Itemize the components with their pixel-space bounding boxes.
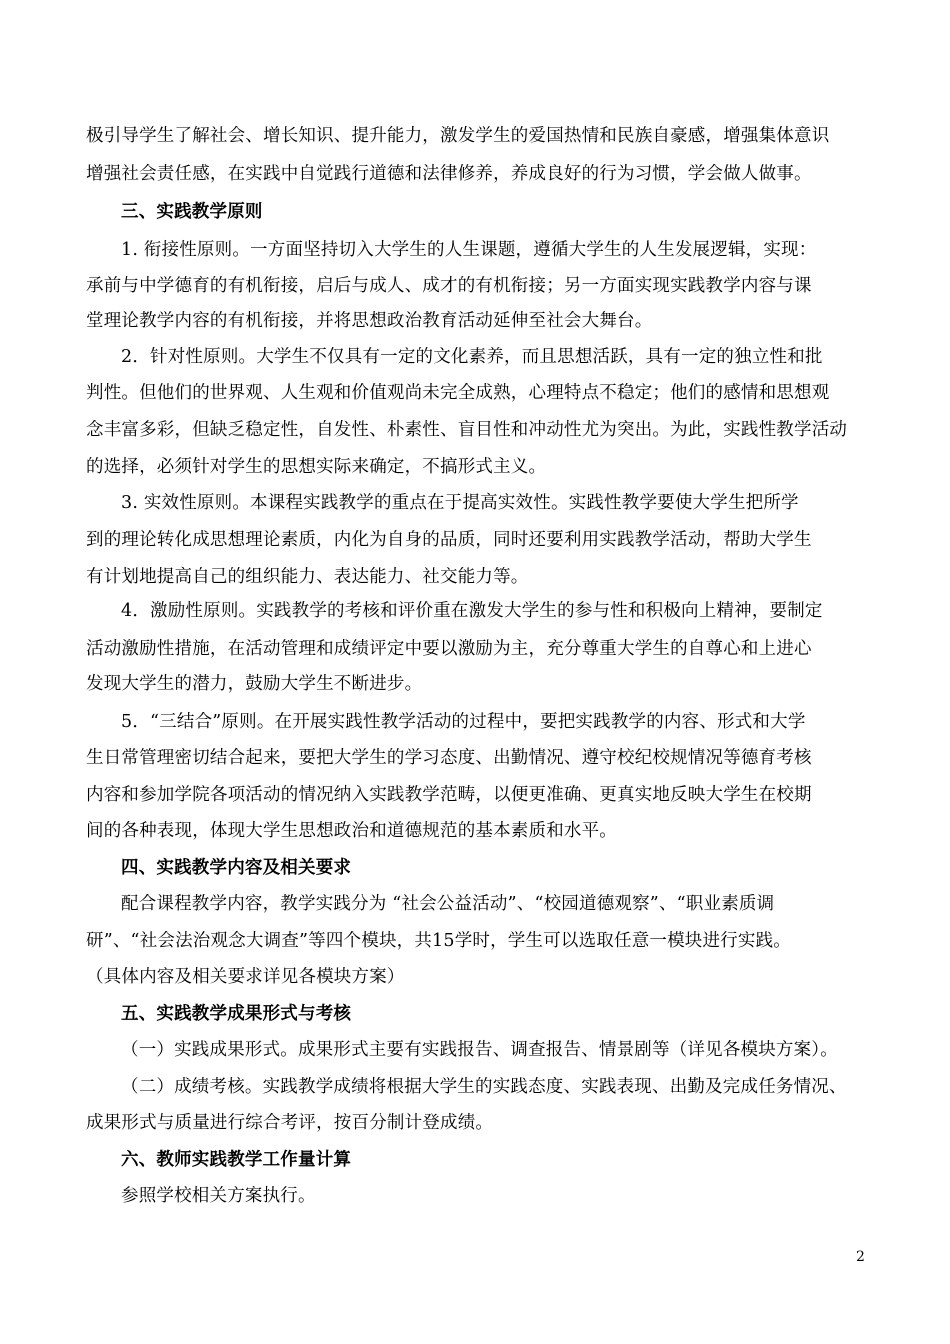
body-text-line: 活动激励性措施，在活动管理和成绩评定中要以激励为主，充分尊重大学生的自尊心和上进心 — [86, 639, 812, 659]
body-text-line: （具体内容及相关要求详见各模块方案） — [86, 967, 405, 987]
body-text-line: 间的各种表现，体现大学生思想政治和道德规范的基本素质和水平。 — [86, 821, 617, 841]
body-text-line: 增强社会责任感，在实践中自觉践行道德和法律修养，养成良好的行为习惯，学会做人做事。 — [86, 164, 812, 184]
body-text-line: 1. 衔接性原则。一方面坚持切入大学生的人生课题，遵循大学生的人生发展逻辑，实现： — [121, 240, 817, 260]
body-text-line: 生日常管理密切结合起来，要把大学生的学习态度、出勤情况、遵守校纪校规情况等德育考核 — [86, 748, 812, 768]
body-text-line: 4．激励性原则。实践教学的考核和评价重在激发大学生的参与性和积极向上精神，要制定 — [121, 601, 823, 621]
section-heading-5: 五、实践教学成果形式与考核 — [121, 1004, 352, 1024]
body-text-line: （一）实践成果形式。成果形式主要有实践报告、调查报告、情景剧等（详见各模块方案）。 — [121, 1040, 838, 1060]
section-heading-4: 四、实践教学内容及相关要求 — [121, 858, 352, 878]
body-text-line: 到的理论转化成思想理论素质，内化为自身的品质，同时还要利用实践教学活动，帮助大学生 — [86, 530, 812, 550]
page-number: 2 — [856, 1249, 865, 1265]
body-text-line: 研”、“社会法治观念大调查”等四个模块，共15学时，学生可以选取任意一模块进行实践。 — [86, 931, 792, 951]
section-heading-3: 三、实践教学原则 — [121, 202, 263, 222]
body-text-line: 承前与中学德育的有机衔接，启后与成人、成才的有机衔接；另一方面实现实践教学内容与课 — [86, 276, 812, 296]
body-text-line: 参照学校相关方案执行。 — [121, 1186, 316, 1206]
section-heading-6: 六、教师实践教学工作量计算 — [121, 1150, 352, 1170]
body-text-line: （二）成绩考核。实践教学成绩将根据大学生的实践态度、实践表现、出勤及完成任务情况、 — [121, 1077, 847, 1097]
body-text-line: 3. 实效性原则。本课程实践教学的重点在于提高实效性。实践性教学要使大学生把所学 — [121, 493, 799, 513]
body-text-line: 堂理论教学内容的有机衔接，并将思想政治教育活动延伸至社会大舞台。 — [86, 311, 653, 331]
body-text-line: 成果形式与质量进行综合考评，按百分制计登成绩。 — [86, 1113, 494, 1133]
body-text-line: 的选择，必须针对学生的思想实际来确定，不搞形式主义。 — [86, 457, 547, 477]
body-text-line: 2．针对性原则。大学生不仅具有一定的文化素养，而且思想活跃，具有一定的独立性和批 — [121, 347, 823, 367]
body-text-line: 5．“三结合”原则。在开展实践性教学活动的过程中，要把实践教学的内容、形式和大学 — [121, 712, 806, 732]
body-text-line: 念丰富多彩，但缺乏稳定性，自发性、朴素性、盲目性和冲动性尤为突出。为此，实践性教学活动 — [86, 420, 848, 440]
body-text-line: 判性。但他们的世界观、人生观和价值观尚未完全成熟，心理特点不稳定；他们的感情和思想观 — [86, 383, 830, 403]
body-text-line: 配合课程教学内容，教学实践分为 “社会公益活动”、“校园道德观察”、“职业素质调 — [121, 894, 775, 914]
body-text-line: 内容和参加学院各项活动的情况纳入实践教学范畴，以便更准确、更真实地反映大学生在校期 — [86, 785, 812, 805]
body-text-line: 有计划地提高自己的组织能力、表达能力、社交能力等。 — [86, 567, 529, 587]
body-text-line: 极引导学生了解社会、增长知识、提升能力，激发学生的爱国热情和民族自豪感，增强集体意识 — [86, 126, 830, 146]
body-text-line: 发现大学生的潜力，鼓励大学生不断进步。 — [86, 674, 423, 694]
